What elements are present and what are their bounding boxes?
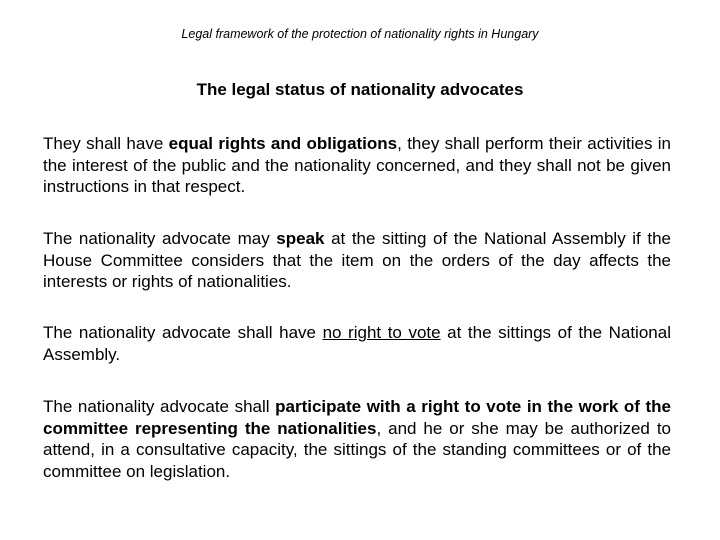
slide-header: Legal framework of the protection of nationality rights in Hungary — [181, 27, 539, 41]
paragraph-text: The nationality advocate shall have — [43, 323, 323, 342]
paragraph-no-vote — [43, 322, 671, 365]
paragraph-text: They shall have — [43, 134, 169, 153]
paragraph-speak — [43, 228, 671, 293]
paragraph-text: The nationality advocate may — [43, 229, 277, 248]
bold-phrase: equal rights and obligations — [168, 134, 398, 153]
paragraph-text: The nationality advocate shall — [43, 397, 276, 416]
paragraph-text: , and he or she may be authorized to attend, in a consultative capacity, the sittings of the standing committees or of the committee on legislation. — [43, 418, 671, 481]
bold-phrase: participate with a right to vote in the work of the committee representing the nationalities — [43, 397, 671, 438]
paragraph-equal-rights — [43, 133, 671, 198]
slide-title: The legal status of nationality advocates — [196, 80, 524, 99]
paragraph-text: , they shall perform their activities in the interest of the public and the nationality concerned, and they shall not be given instructions in that respect. — [43, 134, 672, 196]
underlined-phrase: no right to vote — [322, 323, 441, 342]
paragraph-text: at the sitting of the National Assembly if the House Committee considers that the item on the orders of the day affects the interests or rights of nationalities. — [43, 229, 671, 291]
bold-phrase: speak — [276, 229, 325, 248]
paragraph-text: at the sittings of the National Assembly. — [43, 323, 671, 364]
paragraph-participate — [43, 396, 671, 482]
